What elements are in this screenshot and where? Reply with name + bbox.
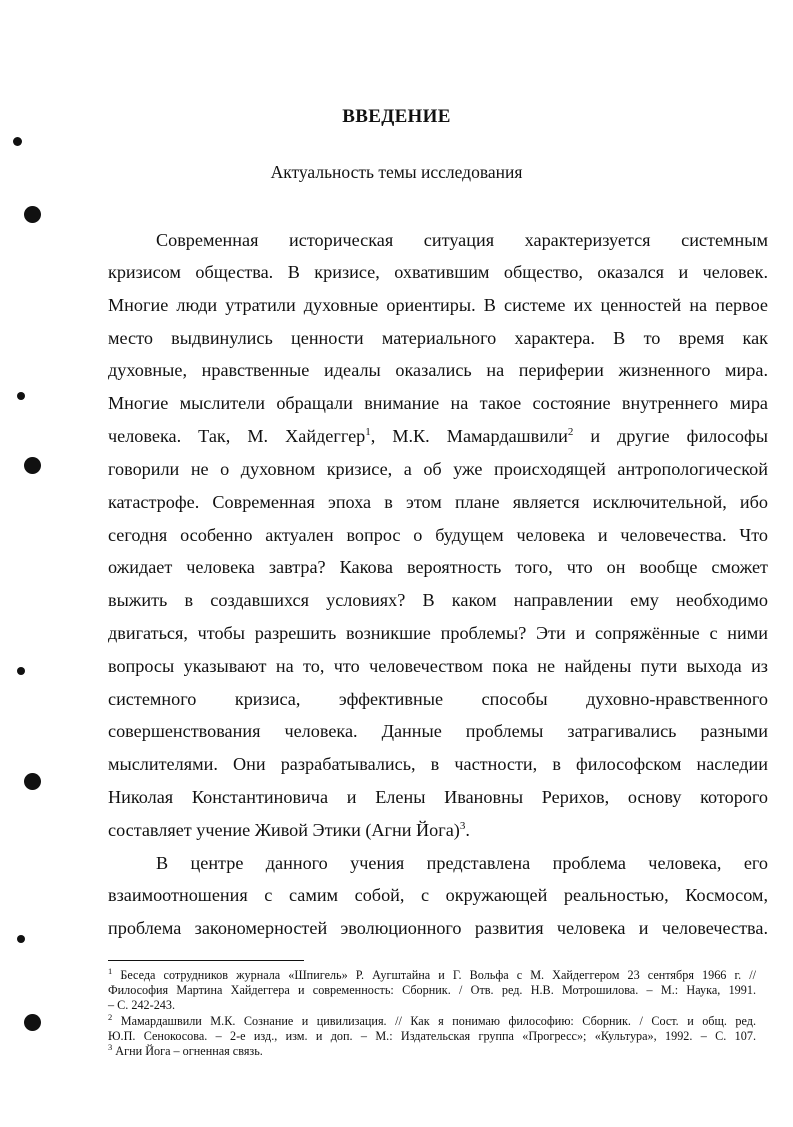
binder-hole-mark bbox=[17, 935, 25, 943]
binder-hole bbox=[24, 1014, 41, 1031]
text-segment: . bbox=[465, 820, 470, 840]
text-line: Николая Константиновича и Елены Ивановны Рерихов, основу которого bbox=[108, 787, 768, 807]
footnote-line: – С. 242-243. bbox=[108, 998, 176, 1012]
footnote-ref-1: 1 bbox=[365, 426, 371, 438]
text-segment: и другие философы bbox=[573, 426, 768, 446]
text-line: кризисом общества. В кризисе, охватившим общество, оказался и человек. bbox=[108, 262, 768, 282]
text-line: выжить в создавшихся условиях? В каком направлении ему необходимо bbox=[108, 590, 768, 610]
text-line: совершенствования человека. Данные проблемы затрагивались разными bbox=[108, 721, 768, 741]
text-segment: человека. Так, М. Хайдеггер bbox=[108, 426, 366, 446]
footnote-line bbox=[108, 1044, 756, 1059]
binder-hole bbox=[24, 457, 41, 474]
text-line: проблема закономерностей эволюционного развития человека и человечества. bbox=[108, 918, 768, 938]
binder-hole bbox=[24, 773, 41, 790]
text-line: мыслителями. Они разрабатывались, в частности, в философском наследии bbox=[108, 754, 768, 774]
binder-hole-mark bbox=[17, 667, 25, 675]
text-line bbox=[108, 425, 768, 447]
binder-hole-mark bbox=[17, 392, 25, 400]
text-segment: , М.К. Мамардашвили bbox=[370, 426, 568, 446]
binder-hole-mark bbox=[13, 137, 22, 146]
text-line: Многие люди утратили духовные ориентиры. В системе их ценностей на первое bbox=[108, 295, 768, 315]
text-line: В центре данного учения представлена проблема человека, его bbox=[156, 853, 768, 873]
text-line: двигаться, чтобы разрешить возникшие проблемы? Эти и сопряжённые с ними bbox=[108, 623, 768, 643]
text-line: говорили не о духовном кризисе, а об уже происходящей антропологической bbox=[108, 459, 768, 479]
text-line: взаимоотношения с самим собой, с окружающей реальностью, Космосом, bbox=[108, 885, 768, 905]
text-segment: Агни Йога – огненная связь. bbox=[115, 1044, 263, 1058]
text-line: место выдвинулись ценности материального характера. В то время как bbox=[108, 328, 768, 348]
footnote-line bbox=[108, 1014, 756, 1029]
text-line: Современная историческая ситуация характеризуется системным bbox=[156, 230, 768, 250]
text-segment: Мамардашвили М.К. Сознание и цивилизация. // Как я понимаю философию: Сборник. / Сост. и общ. ред. bbox=[120, 1014, 757, 1028]
section-subtitle: Актуальность темы исследования bbox=[270, 162, 523, 182]
footnote-number-2: 2 bbox=[108, 1012, 113, 1022]
footnote-line bbox=[108, 968, 756, 983]
page-title: ВВЕДЕНИЕ bbox=[342, 106, 451, 127]
footnote-number-3: 3 bbox=[108, 1042, 113, 1052]
text-line: катастрофе. Современная эпоха в этом плане является исключительной, ибо bbox=[108, 492, 768, 512]
footnote-separator bbox=[108, 960, 304, 961]
text-line bbox=[108, 819, 768, 841]
text-line: ожидает человека завтра? Какова вероятность того, что он вообще сможет bbox=[108, 557, 768, 577]
text-segment: Беседа сотрудников журнала «Шпигель» Р. Аугштайна и Г. Вольфа с М. Хайдеггером 23 сентября 1966 г. // bbox=[120, 968, 756, 982]
binder-hole bbox=[24, 206, 41, 223]
text-line: духовные, нравственные идеалы оказались на периферии жизненного мира. bbox=[108, 360, 768, 380]
text-line: сегодня особенно актуален вопрос о будущем человека и человечества. Что bbox=[108, 525, 768, 545]
footnote-line: Ю.П. Сенокосова. – 2-е изд., изм. и доп. – М.: Издательская группа «Прогресс»; «Культура», 1992. – С. 107. bbox=[108, 1029, 756, 1043]
footnote-line: Философия Мартина Хайдеггера и современность: Сборник. / Отв. ред. Н.В. Мотрошилова. – М.: Наука, 1991. bbox=[108, 983, 756, 997]
text-line: системного кризиса, эффективные способы духовно-нравственного bbox=[108, 689, 768, 709]
text-line: Многие мыслители обращали внимание на такое состояние внутреннего мира bbox=[108, 393, 768, 413]
text-line: вопросы указывают на то, что человечеством пока не найдены пути выхода из bbox=[108, 656, 768, 676]
footnote-number-1: 1 bbox=[108, 966, 113, 976]
footnote-ref-2: 2 bbox=[567, 426, 574, 438]
footnote-ref-3: 3 bbox=[459, 820, 466, 832]
text-segment: составляет учение Живой Этики (Агни Йога) bbox=[108, 820, 460, 840]
